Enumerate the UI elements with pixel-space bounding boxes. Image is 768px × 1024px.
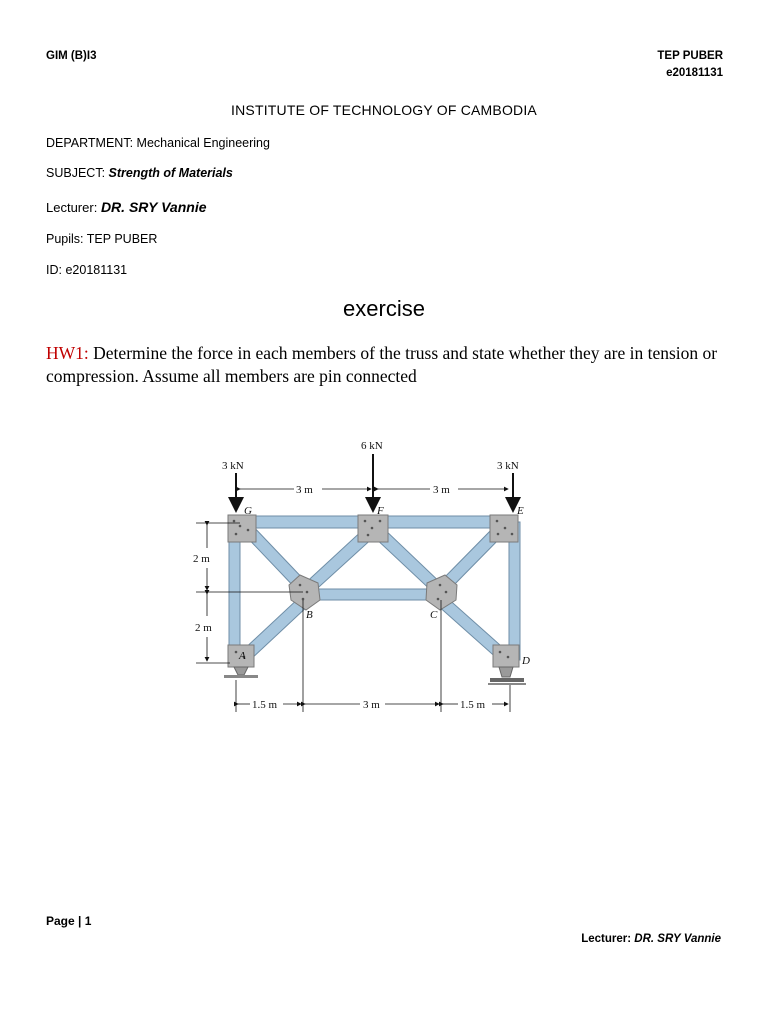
span-label-cd: 1.5 m <box>460 699 486 711</box>
truss-diagram <box>180 432 550 722</box>
height-label-lower: 2 m <box>195 622 212 634</box>
left-post <box>229 522 240 660</box>
load-label-e: 3 kN <box>497 460 519 472</box>
load-label-g: 3 kN <box>222 460 244 472</box>
footer-lecturer <box>581 933 721 945</box>
subject-line <box>46 166 233 180</box>
lecturer-value: DR. SRY Vannie <box>100 199 207 215</box>
node-label-d: D <box>522 655 530 667</box>
lecturer-line <box>46 199 207 215</box>
homework-statement <box>46 342 736 388</box>
node-label-e: E <box>517 505 524 517</box>
class-code: GIM (B)I3 <box>46 50 97 62</box>
subject-value: Strength of Materials <box>108 166 233 180</box>
load-label-f: 6 kN <box>361 440 383 452</box>
node-label-f: F <box>377 505 384 517</box>
height-label-upper: 2 m <box>193 553 210 565</box>
institute-title: INSTITUTE OF TECHNOLOGY OF CAMBODIA <box>231 102 537 118</box>
department-line <box>46 136 270 150</box>
id-value: e20181131 <box>65 263 128 277</box>
support-a <box>224 667 258 678</box>
support-d <box>488 667 526 685</box>
id-line <box>46 263 127 277</box>
section-title: exercise <box>343 296 425 321</box>
homework-text: Determine the force in each members of the truss and state whether they are in tension or compression. Assume all members are pin connected <box>46 343 718 386</box>
subject-label: SUBJECT: <box>46 166 106 180</box>
header-student-id: e20181131 <box>666 67 723 79</box>
span-label-fe: 3 m <box>433 484 450 496</box>
right-post <box>509 522 520 660</box>
pupils-line <box>46 232 157 246</box>
homework-label: HW1: <box>46 343 89 363</box>
gusset-g <box>228 515 256 542</box>
pupils-label: Pupils: <box>46 232 84 246</box>
node-label-c: C <box>430 609 438 621</box>
span-label-gf: 3 m <box>296 484 313 496</box>
id-label: ID: <box>46 263 62 277</box>
span-label-bc: 3 m <box>363 699 380 711</box>
header-student-name: TEP PUBER <box>657 50 723 62</box>
gusset-d <box>493 645 519 667</box>
page-number: Page | 1 <box>46 914 92 928</box>
department-label: DEPARTMENT: <box>46 136 134 150</box>
pupils-value: TEP PUBER <box>86 232 158 246</box>
node-label-a: A <box>239 650 246 662</box>
bottom-chord <box>303 589 442 600</box>
lecturer-label: Lecturer: <box>46 200 98 215</box>
node-label-g: G <box>244 505 252 517</box>
footer-lecturer-label: Lecturer: <box>581 933 632 945</box>
node-label-b: B <box>306 609 313 621</box>
footer-lecturer-value: DR. SRY Vannie <box>634 933 721 945</box>
span-label-ab: 1.5 m <box>252 699 278 711</box>
department-value: Mechanical Engineering <box>136 136 270 150</box>
